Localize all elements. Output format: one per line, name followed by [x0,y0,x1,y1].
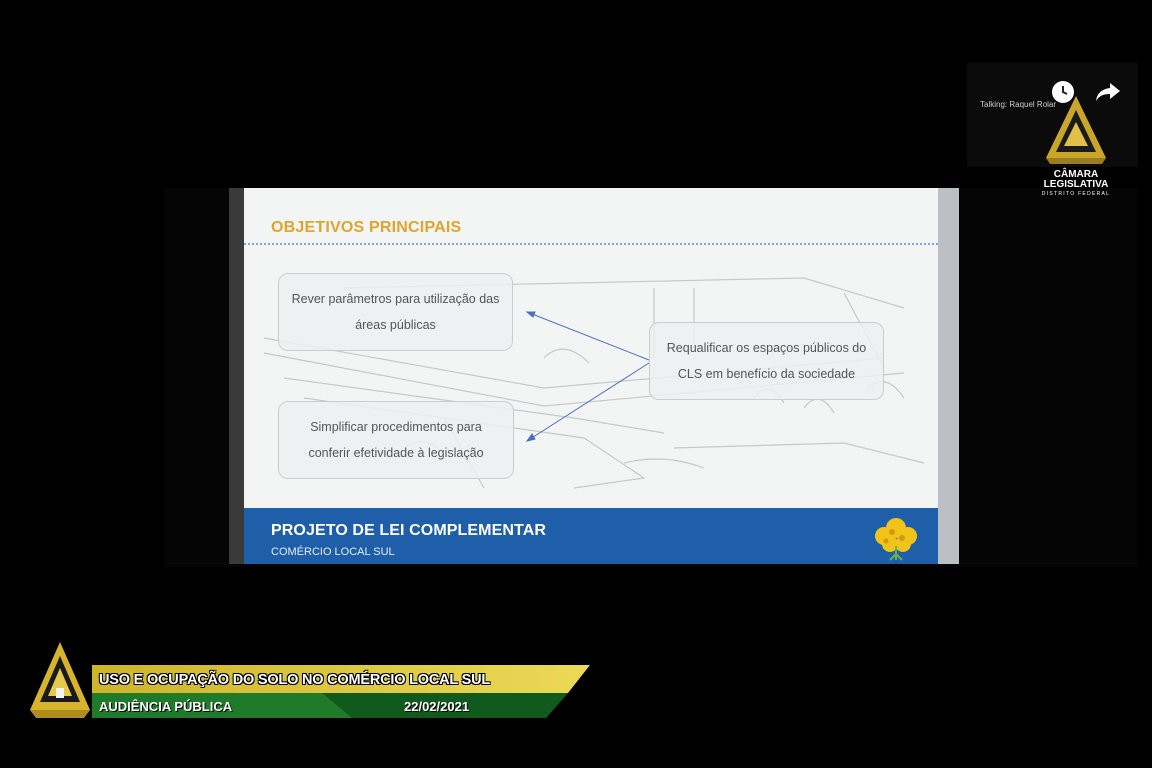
slide-edge [938,188,959,564]
objective-box-1 [278,273,513,351]
camara-legislativa-logo [1040,96,1112,198]
slide-content [244,188,938,564]
objective-3-line2: CLS em benefício da sociedade [677,367,856,381]
logo-text-line2: LEGISLATIVA [1043,179,1109,190]
objective-box-3 [649,322,884,400]
ipe-tree-icon [870,514,922,564]
lower-third-banner [0,640,600,722]
lower-third-subtitle: AUDIÊNCIA PÚBLICA [99,699,233,714]
objective-1-line1: Rever parâmetros para utilização das [291,292,500,306]
footer-title: PROJETO DE LEI COMPLEMENTAR [271,522,547,539]
lower-third-title: USO E OCUPAÇÃO DO SOLO NO COMÉRCIO LOCAL SUL [99,672,491,688]
presentation-slide [229,188,959,564]
objective-3-line1: Requalificar os espaços públicos do [666,341,867,355]
logo-text-line3: DISTRITO FEDERAL [1041,191,1111,197]
slide-title: OBJETIVOS PRINCIPAIS [271,219,462,236]
slide-footer-banner [244,508,938,564]
talking-indicator: Talking: Raquel Rolar [980,100,1057,109]
camara-emblem-icon [1040,96,1112,166]
objective-2-line1: Simplificar procedimentos para [310,420,482,434]
footer-subtitle: COMÉRCIO LOCAL SUL [271,546,395,558]
camara-emblem-icon [28,640,92,722]
objective-1-line2: áreas públicas [355,318,436,332]
objective-2-line2: conferir efetividade à legislação [308,446,484,460]
objective-box-2 [278,401,514,479]
lower-third-date: 22/02/2021 [404,699,470,714]
logo-text-line1: CÂMARA [1053,169,1099,180]
